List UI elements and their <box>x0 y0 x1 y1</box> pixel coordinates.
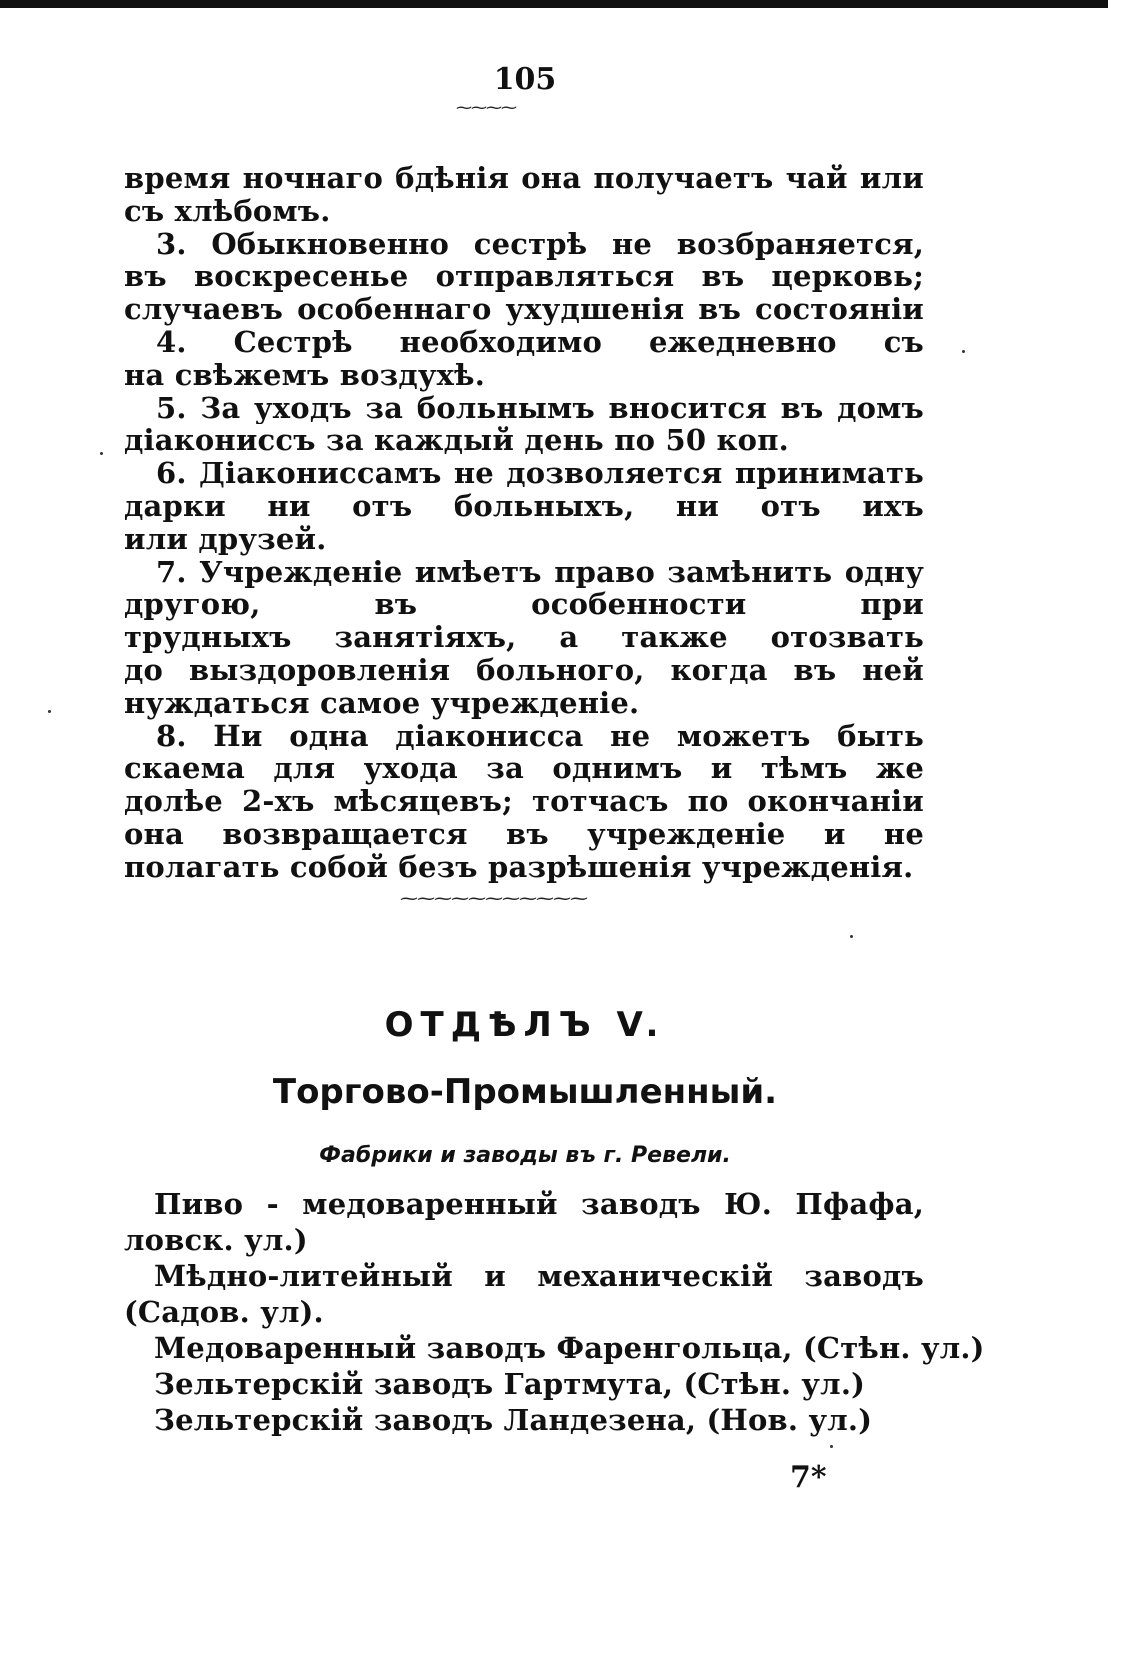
page-number: 105 <box>493 62 557 97</box>
text-line: діакониссъ за каждый день по 50 коп. <box>124 423 789 458</box>
speck <box>100 452 103 455</box>
text-line: 5. За уходъ за больнымъ вносится въ домъ <box>156 391 924 425</box>
speck <box>830 1445 833 1448</box>
text-line: Пиво - медоваренный заводъ Ю. Пфафа, <box>154 1187 924 1221</box>
section-subtitle: Фабрики и заводы въ г. Ревели. <box>319 1143 731 1168</box>
signature-mark: 7* <box>790 1460 827 1495</box>
text-line: нуждаться самое учрежденіе. <box>124 685 640 720</box>
text-line: трудныхъ занятіяхъ, а также отозвать <box>124 621 924 654</box>
text-line: Зельтерскій заводъ Гартмута, (Стѣн. ул.) <box>154 1367 866 1401</box>
text-line: на свѣжемъ воздухѣ. <box>124 357 486 392</box>
text-line: полагать собой безъ разрѣшенія учрежденія. <box>124 849 914 884</box>
speck <box>850 935 853 938</box>
text-line: 8. Ни одна діаконисса не можетъ быть <box>156 719 924 753</box>
text-line: Медоваренный заводъ Фаренгольца, (Стѣн. ул.) <box>154 1331 985 1365</box>
text-line: дарки ни отъ больныхъ, ни отъ ихъ <box>124 489 924 523</box>
speck <box>962 350 965 353</box>
text-line: или друзей. <box>124 521 327 556</box>
text-line: она возвращается въ учрежденіе и не <box>124 817 924 851</box>
text-line: (Садов. ул). <box>124 1295 324 1329</box>
text-line: случаевъ особеннаго ухудшенія въ состояніи <box>124 293 924 326</box>
section-name: Торгово-Промышленный. <box>272 1072 778 1112</box>
text-line: въ воскресенье отправляться въ церковь; <box>124 260 924 294</box>
text-line: съ хлѣбомъ. <box>124 193 331 228</box>
text-line: долѣе 2-хъ мѣсяцевъ; тотчасъ по окончаніи <box>124 785 924 818</box>
top-rule <box>0 0 1108 8</box>
text-line: 3. Обыкновенно сестрѣ не возбраняется, <box>156 227 924 261</box>
section-title: ОТДѢЛЪ V. <box>384 1005 666 1045</box>
speck <box>48 710 51 713</box>
text-line: 6. Діакониссамъ не дозволяется принимать <box>156 457 924 490</box>
page-number-ornament: ⁓⁓⁓⁓ <box>456 98 516 117</box>
text-line: скаема для ухода за однимъ и тѣмъ же <box>124 752 924 786</box>
text-line: 4. Сестрѣ необходимо ежедневно съ <box>156 325 924 359</box>
text-line: ловск. ул.) <box>124 1223 308 1257</box>
text-line: Зельтерскій заводъ Ландезена, (Нов. ул.) <box>154 1403 873 1437</box>
section-divider-ornament: ⁓⁓⁓⁓⁓⁓⁓⁓⁓⁓⁓ <box>400 888 587 909</box>
body-text <box>124 162 924 884</box>
text-line: другою, въ особенности при <box>124 588 924 622</box>
text-line: до выздоровленія больного, когда въ ней <box>124 653 924 687</box>
text-line: 7. Учрежденіе имѣетъ право замѣнить одну <box>156 555 924 589</box>
text-line: Мѣдно-литейный и механическій заводъ <box>154 1259 924 1293</box>
factory-list <box>124 1186 985 1438</box>
text-line: время ночнаго бдѣнія она получаетъ чай или <box>124 162 924 195</box>
